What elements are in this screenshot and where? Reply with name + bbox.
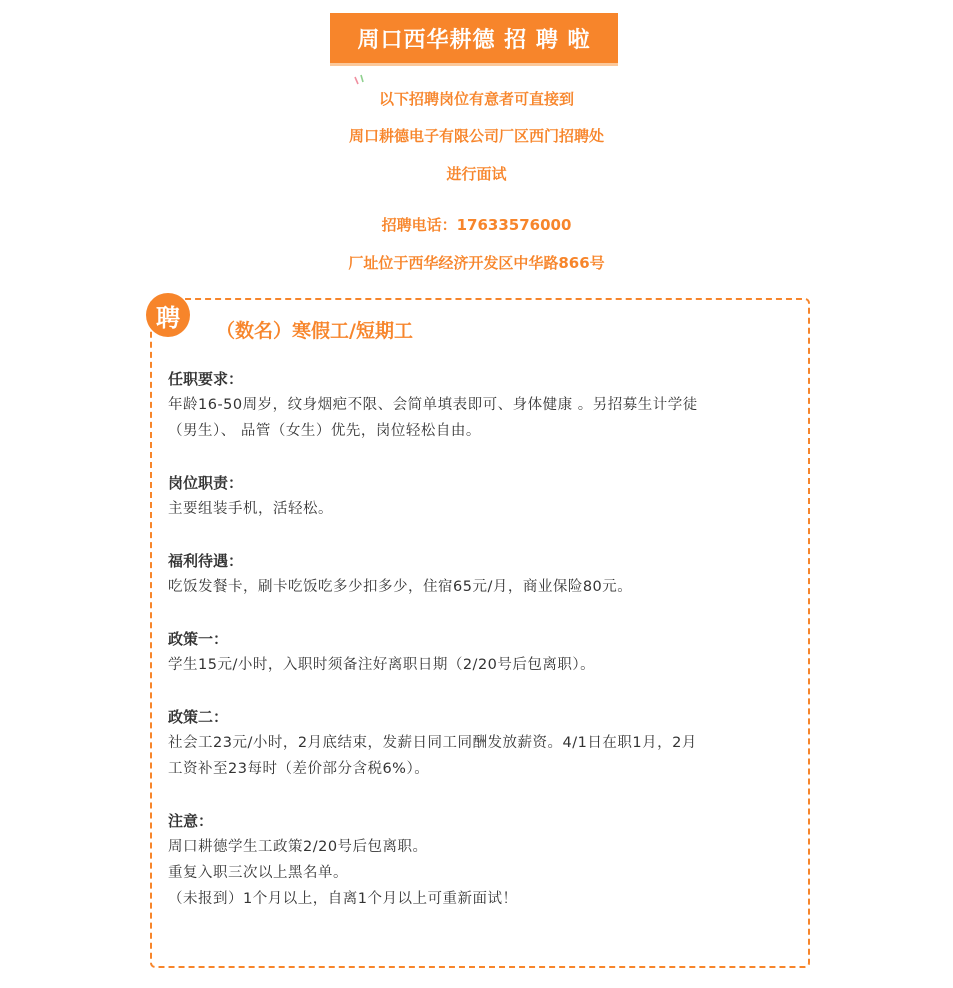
- job-title: （数名）寒假工/短期工: [216, 320, 413, 342]
- section-line: 工资补至23每时（差价部分含税6%）。: [168, 761, 430, 777]
- section-line: 周口耕德学生工政策2/20号后包离职。: [168, 839, 428, 855]
- factory-address: 厂址位于西华经济开发区中华路866号: [348, 254, 605, 272]
- section-heading: 政策一：: [168, 630, 229, 648]
- section: [168, 470, 798, 522]
- section-line: 学生15元/小时，入职时须备注好离职日期（2/20号后包离职）。: [168, 657, 596, 673]
- intro-line-2: 周口耕德电子有限公司厂区西门招聘处: [348, 127, 604, 145]
- job-details: [168, 366, 798, 938]
- recruitment-phone: 招聘电话：17633576000: [381, 216, 572, 234]
- section-heading: 注意：: [168, 812, 214, 830]
- section: [168, 808, 798, 912]
- badge-label: 聘: [156, 303, 180, 332]
- banner-title: 周口西华耕德 招 聘 啦: [357, 27, 591, 53]
- intro-line-3: 进行面试: [446, 165, 507, 183]
- section: [168, 704, 798, 782]
- section-line: 年龄16-50周岁，纹身烟疤不限、会简单填表即可、身体健康 。另招募生计学徒: [168, 397, 698, 413]
- section-heading: 任职要求：: [168, 370, 244, 388]
- banner-underline: [330, 63, 618, 66]
- section-line: （男生）、 品管（女生）优先，岗位轻松自由。: [168, 423, 481, 439]
- section-line: （未报到）1个月以上，自离1个月以上可重新面试！: [168, 891, 518, 907]
- section-line: 主要组装手机，活轻松。: [168, 501, 333, 517]
- section-line: 吃饭发餐卡，刷卡吃饭吃多少扣多少，住宿65元/月，商业保险80元。: [168, 579, 633, 595]
- section: [168, 548, 798, 600]
- section: [168, 366, 798, 444]
- recruitment-banner: [330, 13, 618, 63]
- section-line: 社会工23元/小时，2月底结束，发薪日同工同酬发放薪资。4/1日在职1月，2月: [168, 735, 697, 751]
- recruit-badge: [146, 293, 190, 337]
- section: [168, 626, 798, 678]
- intro-line-1: 以下招聘岗位有意者可直接到: [378, 90, 574, 108]
- section-heading: 政策二：: [168, 708, 229, 726]
- section-heading: 岗位职责：: [168, 474, 244, 492]
- section-line: 重复入职三次以上黑名单。: [168, 865, 348, 881]
- section-heading: 福利待遇：: [168, 552, 244, 570]
